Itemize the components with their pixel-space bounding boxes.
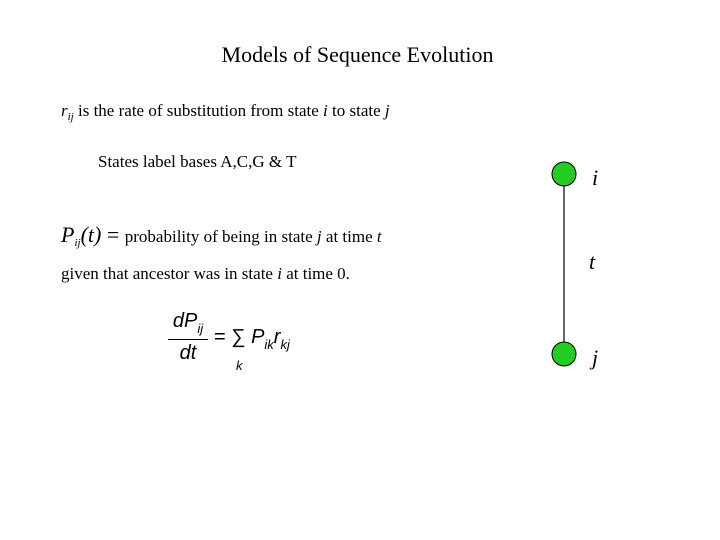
- sum-expression: [214, 326, 290, 352]
- states-label-text: States label bases A,C,G & T: [98, 152, 297, 171]
- rate-state-j: j: [384, 101, 390, 120]
- ancestor-text2: at time 0.: [281, 264, 350, 283]
- prob-symbol: P: [61, 222, 75, 247]
- probability-definition: [61, 222, 382, 249]
- prob-text: probability of being in state: [124, 227, 317, 246]
- lineage-diagram: [540, 150, 620, 380]
- ancestor-text: given that ancestor was in state: [61, 264, 278, 283]
- branch-label-t: t: [589, 249, 596, 274]
- rate-text-mid: to state: [327, 101, 385, 120]
- rate-definition: [61, 101, 390, 123]
- prob-equals: =: [101, 222, 125, 247]
- ancestor-condition: [61, 264, 350, 284]
- sum-r-subscript: kj: [280, 337, 290, 352]
- prob-text2: at time: [321, 227, 377, 246]
- sum-index: k: [236, 358, 243, 373]
- fraction-bar: [168, 339, 208, 340]
- rate-text: is the rate of substitution from state: [73, 101, 324, 120]
- ancestor-node: [552, 162, 576, 186]
- node-label-j: j: [592, 345, 599, 370]
- rate-symbol: r: [61, 101, 68, 120]
- derivative-fraction: [168, 310, 208, 365]
- descendant-node: [552, 342, 576, 366]
- fraction-numerator: $dP_{ij}$: [172, 310, 204, 336]
- prob-args: (t): [80, 222, 102, 247]
- equals-sum-sign: = ∑: [214, 326, 252, 348]
- page-title: Models of Sequence Evolution: [221, 42, 494, 67]
- rate-state-i: i: [323, 101, 328, 120]
- prob-state-j: j: [316, 227, 322, 246]
- prob-subscript: ij: [74, 237, 81, 249]
- sum-r: r: [273, 326, 281, 348]
- differential-equation: [168, 310, 328, 382]
- fraction-denominator: dt: [179, 342, 197, 364]
- prob-time-t: t: [376, 227, 382, 246]
- rate-subscript: ij: [67, 111, 74, 123]
- sum-P-subscript: ik: [264, 337, 274, 352]
- ancestor-state-i: i: [277, 264, 282, 283]
- node-label-i: i: [592, 165, 599, 190]
- sum-P: P: [251, 326, 265, 348]
